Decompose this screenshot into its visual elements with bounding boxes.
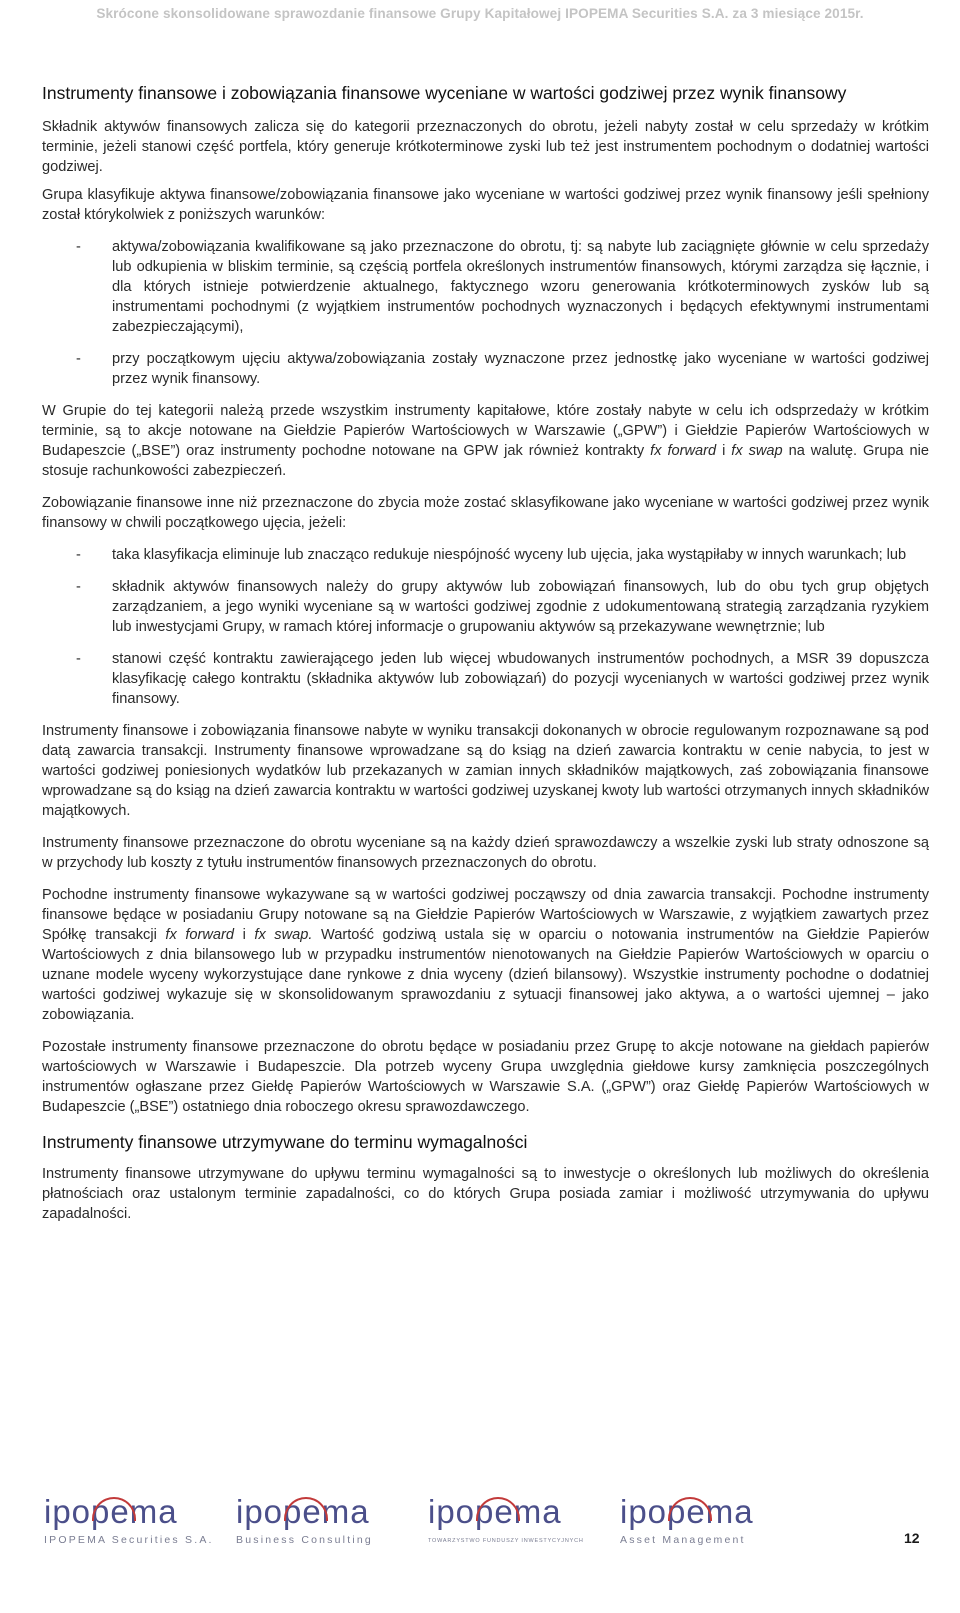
logo-subtitle: Business Consulting <box>236 1534 373 1546</box>
italic-term: fx forward <box>165 927 234 943</box>
conditions-list <box>42 237 929 389</box>
section-title-htm: Instrumenty finansowe utrzymywane do terminu wymagalności <box>42 1132 528 1152</box>
page-number: 12 <box>904 1530 920 1546</box>
ipopema-tfi-logo <box>428 1492 598 1544</box>
list-item <box>42 237 929 337</box>
logo-subtitle: IPOPEMA Securities S.A. <box>44 1534 214 1546</box>
list-item-text: taka klasyfikacja eliminuje lub znacząco redukuje niespójność wyceny lub ujęcia, jaka wystąpiłaby w innych warunkach; lub <box>112 547 907 563</box>
ipopema-securities-logo <box>44 1492 214 1546</box>
text-run: i <box>234 927 255 943</box>
liability-conditions-list <box>42 545 929 709</box>
paragraph: Instrumenty finansowe utrzymywane do upływu terminu wymagalności są to inwestycje o określonych lub możliwych do określenia płatnościach oraz ustalonym terminie zapadalności, co do których Grupa posiada zamiar i możliwość utrzymywania do upływu zapadalności. <box>42 1166 929 1222</box>
text-run: W Grupie do tej kategorii należą przede wszystkim instrumenty kapitałowe, które zostały nabyte w celu ich odsprzedaży w krótkim terminie, są to akcje notowane na Giełdzie Papierów Wartościowych w Warszawie („GPW”) i Giełdzie Papierów Wartościowych w Budapeszcie („BSE”) oraz instrumenty pochodne notowane na GPW jak również kontrakty <box>42 403 929 459</box>
logo-wordmark: ipopema <box>236 1493 370 1530</box>
footer-logos <box>0 1492 960 1562</box>
paragraph: Zobowiązanie finansowe inne niż przeznaczone do zbycia może zostać sklasyfikowane jako wyceniane w wartości godziwej przez wynik finansowy w chwili początkowego ujęcia, jeżeli: <box>42 495 929 531</box>
italic-term: fx swap <box>731 443 783 459</box>
document-body <box>42 82 929 1236</box>
logo-wordmark: ipopema <box>44 1493 178 1530</box>
paragraph <box>42 401 929 481</box>
paragraph: Instrumenty finansowe i zobowiązania finansowe nabyte w wyniku transakcji dokonanych w obrocie regulowanym rozpoznawane są pod datą zawarcia transakcji. Instrumenty finansowe wprowadzane są do ksiąg na dzień zawarcia kontraktu w cenie nabycia, to jest w wartości godziwej poniesionych wydatków lub przekazanych w zamian innych składników majątkowych, zaś zobowiązania finansowe wprowadzane są do ksiąg na dzień zawarcia kontraktu w wartości godziwej uzyskanej kwoty lub wartości otrzymanych innych składników majątkowych. <box>42 723 929 819</box>
section-title-fvtpl: Instrumenty finansowe i zobowiązania finansowe wyceniane w wartości godziwej przez wynik finansowy <box>42 83 847 103</box>
page-header: Skrócone skonsolidowane sprawozdanie finansowe Grupy Kapitałowej IPOPEMA Securities S.A. za 3 miesiące 2015r. <box>96 6 864 21</box>
text-run: Wartość godziwą ustala się w oparciu o notowania instrumentów na Giełdzie Papierów Wartościowych z dnia bilansowego lub w przypadku instrumentów nienotowanych na Giełdzie Papierów Wartościowych w oparciu o uznane modele wyceny wykorzystujące dane rynkowe z dnia wyceny (dzień bilansowy). Wszystkie instrumenty pochodne o dodatniej wartości godziwej wykazuje się w skonsolidowanym sprawozdaniu z sytuacji finansowej jako aktywa, a o wartości ujemnej – jako zobowiązania. <box>42 927 930 1023</box>
paragraph: Pozostałe instrumenty finansowe przeznaczone do obrotu będące w posiadaniu przez Grupę to akcje notowane na giełdach papierów wartościowych w Warszawie i Budapeszcie. Dla potrzeb wyceny Grupa uwzględnia giełdowe kursy zamknięcia poszczególnych instrumentów ogłaszane przez Giełdę Papierów Wartościowych w Warszawie S.A. („GPW”) oraz Giełdę Papierów Wartościowych w Budapeszcie („BSE”) ostatniego dnia roboczego okresu sprawozdawczego. <box>42 1039 929 1115</box>
list-item-text: stanowi część kontraktu zawierającego jeden lub więcej wbudowanych instrumentów pochodnych, a MSR 39 dopuszcza klasyfikację całego kontraktu (składnika aktywów lub zobowiązań) do pozycji wycenianych w wartości godziwej przez wynik finansowy. <box>112 651 929 707</box>
logo-subtitle: Asset Management <box>620 1534 746 1546</box>
list-dash: - <box>76 239 81 255</box>
logo-subtitle: TOWARZYSTWO FUNDUSZY INWESTYCYJNYCH <box>428 1538 584 1544</box>
list-item <box>42 577 929 637</box>
paragraph <box>42 885 929 1025</box>
italic-term: fx forward <box>650 443 717 459</box>
text-run: Pochodne instrumenty finansowe wykazywane są w wartości godziwej począwszy od dnia zawarcia transakcji. Pochodne instrumenty finansowe będące w posiadaniu Grupy notowane są na Giełdzie Papierów Wartościowych w Warszawie, z wyjątkiem zawartych przez Spółkę transakcji <box>42 887 929 943</box>
text-run: na walutę. Grupa nie stosuje rachunkowości zabezpieczeń. <box>42 443 929 479</box>
text-run: i <box>716 443 732 459</box>
list-item <box>42 545 929 565</box>
list-dash: - <box>76 651 81 667</box>
list-dash: - <box>76 579 81 595</box>
logo-wordmark: ipopema <box>620 1493 754 1530</box>
list-dash: - <box>76 547 81 563</box>
list-item <box>42 349 929 389</box>
list-item-text: przy początkowym ujęciu aktywa/zobowiązania zostały wyznaczone przez jednostkę jako wyceniane w wartości godziwej przez wynik finansowy. <box>112 351 929 387</box>
list-item-text: składnik aktywów finansowych należy do grupy aktywów lub zobowiązań finansowych, lub do obu tych grup objętych zarządzaniem, a jego wyniki wyceniane są w wartości godziwej zgodnie z udokumentowaną strategią zarządzania ryzykiem lub inwestycjami Grupy, w ramach której informacje o grupowaniu aktywów są przekazywane wewnętrznie; lub <box>112 579 929 635</box>
paragraph: Instrumenty finansowe przeznaczone do obrotu wyceniane są na każdy dzień sprawozdawczy a wszelkie zyski lub straty odnoszone są w przychody lub koszty z tytułu instrumentów finansowych przeznaczonych do obrotu. <box>42 835 929 871</box>
italic-term: fx swap. <box>254 927 313 943</box>
list-item <box>42 649 929 709</box>
list-dash: - <box>76 351 81 367</box>
logo-wordmark: ipopema <box>428 1493 562 1530</box>
paragraph: Składnik aktywów finansowych zalicza się do kategorii przeznaczonych do obrotu, jeżeli nabyty został w celu sprzedaży w krótkim terminie, jeżeli stanowi część portfela, który generuje krótkoterminowe zyski lub też jest instrumentem pochodnym o dodatniej wartości godziwej. <box>42 119 929 175</box>
ipopema-business-consulting-logo <box>236 1492 406 1546</box>
ipopema-asset-management-logo <box>620 1492 790 1546</box>
list-item-text: aktywa/zobowiązania kwalifikowane są jako przeznaczone do obrotu, tj: są nabyte lub zaciągnięte głównie w celu sprzedaży lub odkupienia w bliskim terminie, są częścią portfela określonych instrumentów finansowych, którymi zarządza się łącznie, i dla których istnieje potwierdzenie aktualnego, faktycznego wzoru generowania krótkoterminowych zysków lub są instrumentami pochodnymi (z wyjątkiem instrumentów pochodnych wyznaczonych i będących efektywnymi instrumentami zabezpieczającymi), <box>112 239 929 335</box>
paragraph: Grupa klasyfikuje aktywa finansowe/zobowiązania finansowe jako wyceniane w wartości godziwej przez wynik finansowy jeśli spełniony został którykolwiek z poniższych warunków: <box>42 187 929 223</box>
